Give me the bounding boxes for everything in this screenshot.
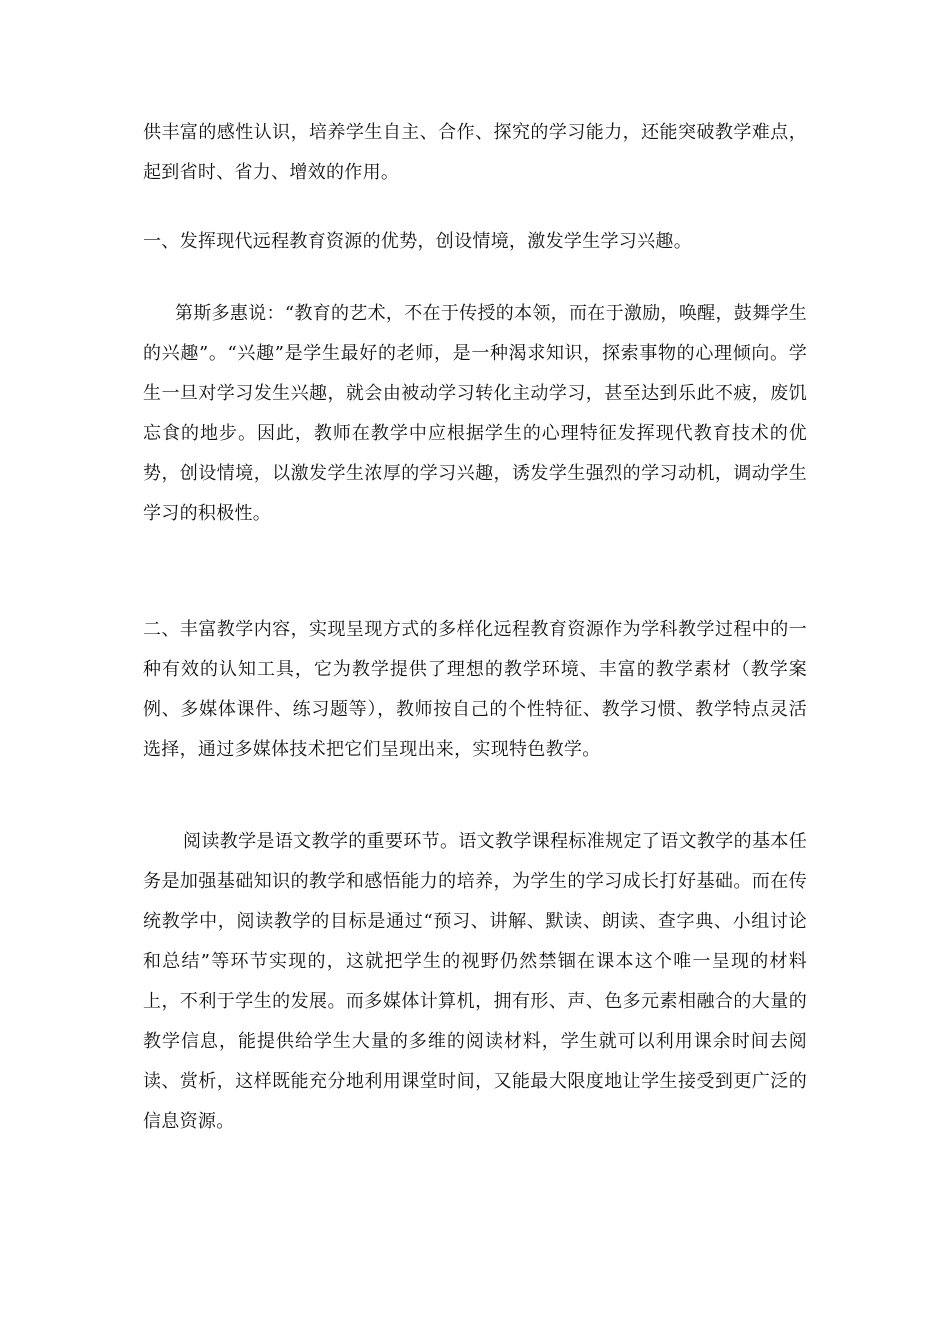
section-heading-one: 一、发挥现代远程教育资源的优势，创设情境，激发学生学习兴趣。 [143, 231, 692, 252]
paragraph-interest: 第斯多惠说：“教育的艺术，不在于传授的本领，而在于激励，唤醒，鼓舞学生的兴趣”。“兴趣”是学生最好的老师，是一种渴求知识，探索事物的心理倾向。学生一旦对学习发生兴趣，就会由被动学习转化主动学习，甚至达到乐此不疲，废饥忘食的地步。因此，教师在教学中应根据学生的心理特征发挥现代教育技术的优势，创设情境，以激发学生浓厚的学习兴趣，诱发学生强烈的学习动机，调动学生学习的积极性。 [143, 303, 807, 524]
paragraph-reading-teaching: 阅读教学是语文教学的重要环节。语文教学课程标准规定了语文教学的基本任务是加强基础知识的教学和感悟能力的培养，为学生的学习成长打好基础。而在传统教学中，阅读教学的目标是通过“预习、讲解、默读、朗读、查字典、小组讨论和总结”等环节实现的，这就把学生的视野仍然禁锢在课本这个唯一呈现的材料上，不利于学生的发展。而多媒体计算机，拥有形、声、色多元素相融合的大量的教学信息，能提供给学生大量的多维的阅读材料，学生就可以利用课余时间去阅读、赏析，这样既能充分地利用课堂时间，又能最大限度地让学生接受到更广泛的信息资源。 [143, 831, 807, 1132]
paragraph-continuation: 供丰富的感性认识，培养学生自主、合作、探究的学习能力，还能突破教学难点，起到省时、省力、增效的作用。 [143, 122, 807, 183]
section-heading-two: 二、丰富教学内容，实现呈现方式的多样化远程教育资源作为学科教学过程中的一种有效的认知工具，它为教学提供了理想的教学环境、丰富的教学素材（教学案例、多媒体课件、练习题等），教师按自己的个性特征、教学习惯、教学特点灵活选择，通过多媒体技术把它们呈现出来，实现特色教学。 [143, 619, 807, 760]
